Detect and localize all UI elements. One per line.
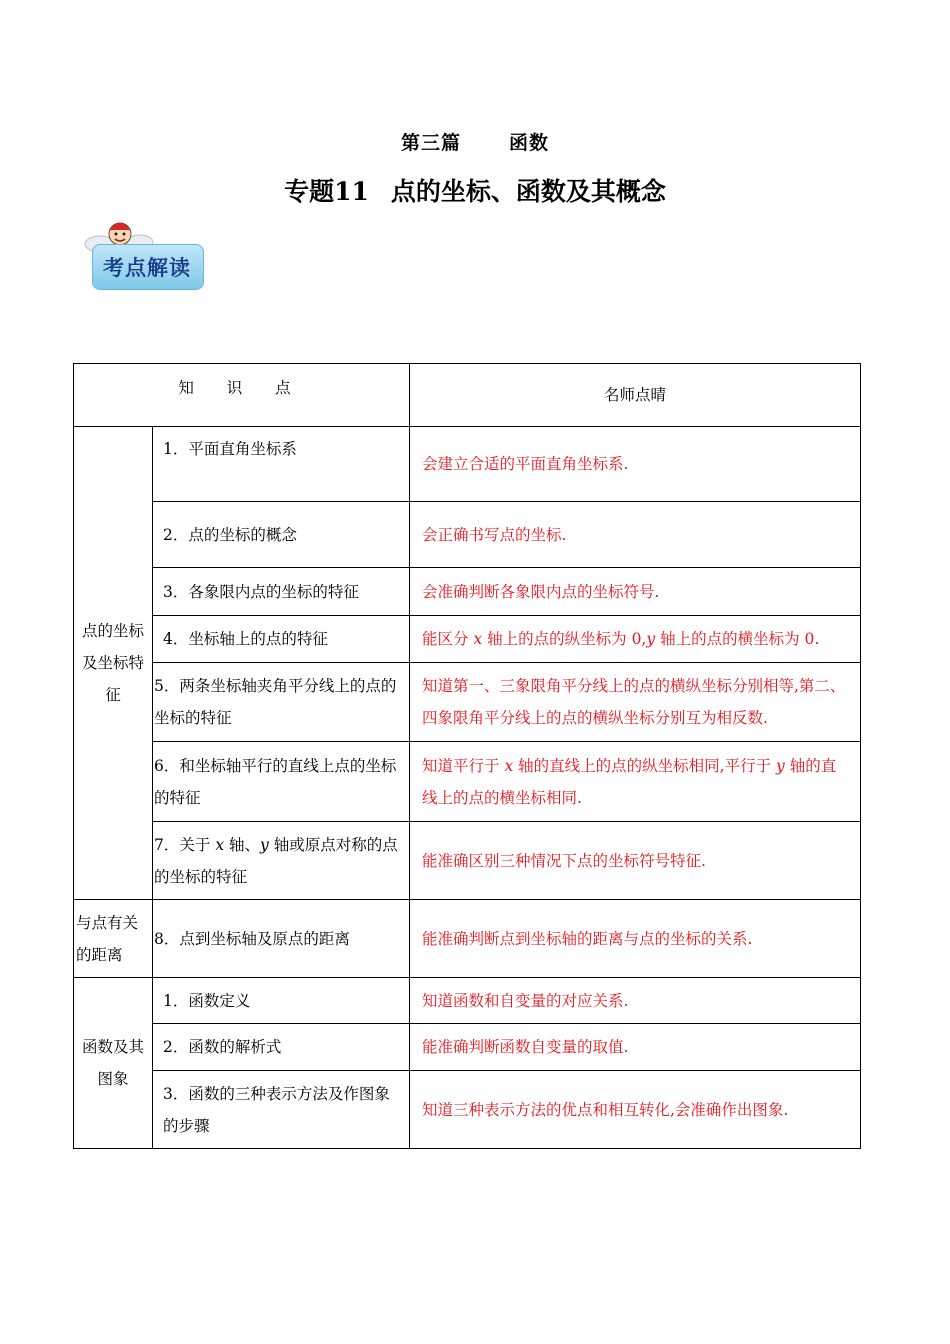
- knowledge-point: 8．点到坐标轴及原点的距离: [153, 900, 410, 978]
- table-row: [74, 1071, 861, 1149]
- tip-text: 会准确判断各象限内点的坐标符号.: [410, 568, 861, 616]
- table-row: [74, 1024, 861, 1071]
- category-cell: 函数及其图象: [74, 978, 153, 1149]
- knowledge-point: 5．两条坐标轴夹角平分线上的点的坐标的特征: [153, 663, 410, 742]
- tip-text: 能准确区别三种情况下点的坐标符号特征.: [410, 822, 861, 900]
- category-cell: 点的坐标及坐标特征: [74, 427, 153, 900]
- tip-text: 能准确判断函数自变量的取值.: [410, 1024, 861, 1071]
- knowledge-table: [73, 363, 861, 1149]
- table-row: [74, 900, 861, 978]
- tip-text: 知道三种表示方法的优点和相互转化,会准确作出图象.: [410, 1071, 861, 1149]
- knowledge-point: 3．各象限内点的坐标的特征: [153, 568, 410, 616]
- exam-points-badge: [84, 214, 206, 292]
- table-row: [74, 568, 861, 616]
- tip-text: 会建立合适的平面直角坐标系.: [410, 427, 861, 502]
- table-row: [74, 616, 861, 663]
- knowledge-point: 7．关于 x 轴、y 轴或原点对称的点的坐标的特征: [153, 822, 410, 900]
- table-row: [74, 822, 861, 900]
- knowledge-point: 2．函数的解析式: [153, 1024, 410, 1071]
- tip-text: 知道第一、三象限角平分线上的点的横纵坐标分别相等,第二、四象限角平分线上的点的横纵坐标分别互为相反数.: [410, 663, 861, 742]
- part-topic: 函数: [509, 132, 550, 154]
- tip-text: 能准确判断点到坐标轴的距离与点的坐标的关系.: [410, 900, 861, 978]
- part-label: 第三篇: [400, 132, 461, 154]
- table-row: [74, 663, 861, 742]
- topic-name: 点的坐标、函数及其概念: [390, 177, 666, 206]
- part-title: [0, 128, 950, 155]
- category-cell: 与点有关的距离: [74, 900, 153, 978]
- knowledge-point: 2．点的坐标的概念: [153, 502, 410, 568]
- topic-number: 专题11: [284, 177, 369, 206]
- table-row: [74, 742, 861, 822]
- badge-label: 考点解读: [103, 255, 191, 280]
- col-header-tips: 名师点晴: [410, 364, 861, 427]
- table-row: [74, 427, 861, 502]
- knowledge-point: 3．函数的三种表示方法及作图象的步骤: [153, 1071, 410, 1149]
- tip-text: 会正确书写点的坐标.: [410, 502, 861, 568]
- page-title: [0, 172, 950, 208]
- table-row: [74, 978, 861, 1024]
- tip-text: 能区分 x 轴上的点的纵坐标为 0,y 轴上的点的横坐标为 0.: [410, 616, 861, 663]
- knowledge-point: 1．函数定义: [153, 978, 410, 1024]
- table-header: [74, 364, 861, 427]
- tip-text: 知道平行于 x 轴的直线上的点的纵坐标相同,平行于 y 轴的直线上的点的横坐标相同.: [410, 742, 861, 822]
- knowledge-point: 4．坐标轴上的点的特征: [153, 616, 410, 663]
- tip-text: 知道函数和自变量的对应关系.: [410, 978, 861, 1024]
- table-row: [74, 502, 861, 568]
- knowledge-point: 6．和坐标轴平行的直线上点的坐标的特征: [153, 742, 410, 822]
- knowledge-point: 1．平面直角坐标系: [153, 427, 410, 502]
- col-header-knowledge: 知 识 点: [74, 364, 410, 427]
